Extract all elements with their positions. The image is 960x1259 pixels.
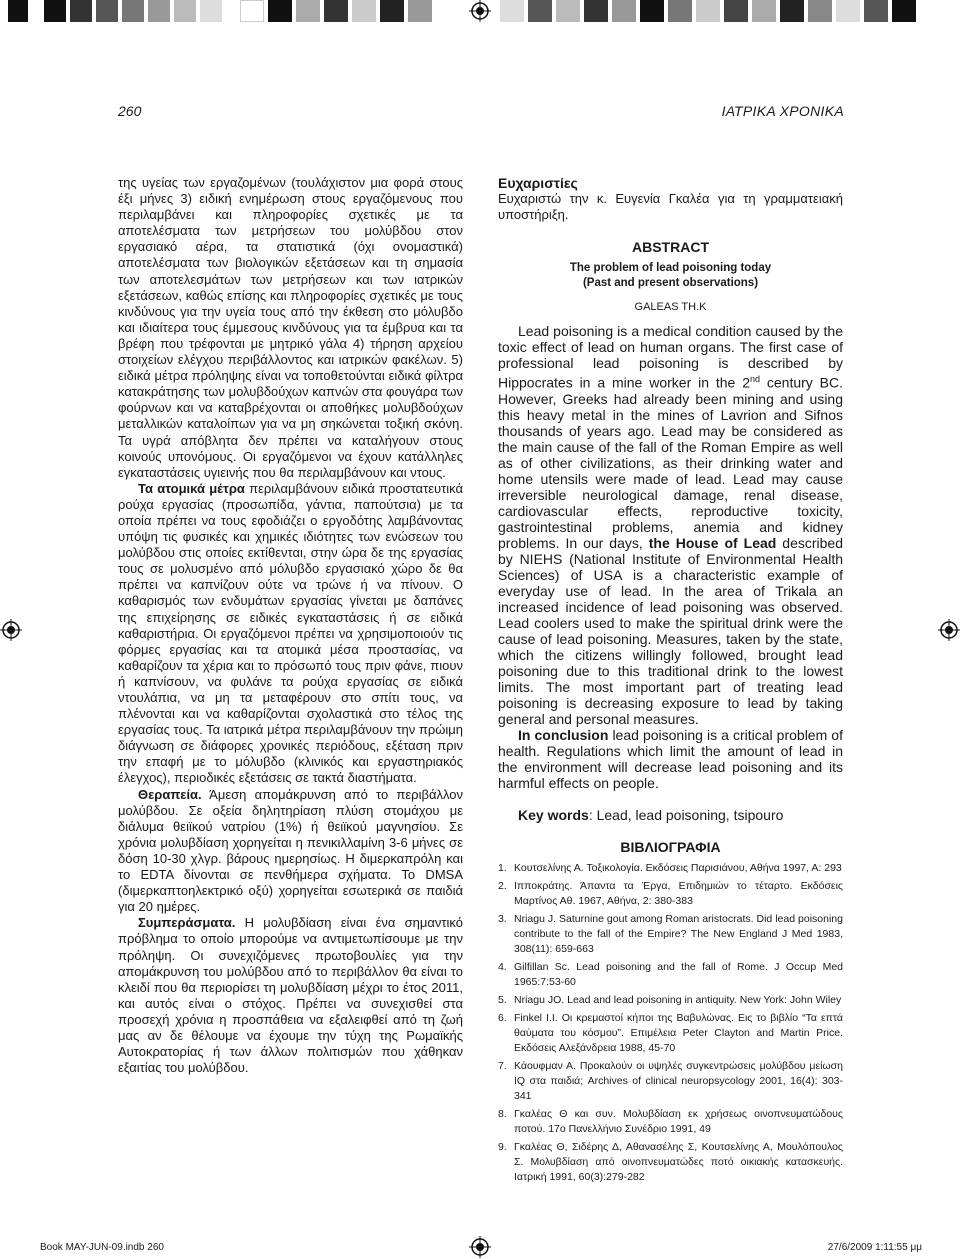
abstract-title: The problem of lead poisoning today (Past and present observations) [569,262,772,290]
registration-mark-right [938,619,960,641]
left-column [118,175,463,1076]
reference-item: 5. Nriagu JO. Lead and lead poisoning in antiquity. New York: John Wiley [498,994,842,1007]
page-number: 260 [118,103,142,119]
reference-item: 9. Γκαλέας Θ, Σιδέρης Δ, Αθανασέλης Σ, Κουτσελίνης Α, Μουλόπουλος Σ. Μολυβδίαση από οινοπνευματώδες ποτό οικιακής κατασκευής. Ιατρική 1991, 60(3):279-282 [498,1141,843,1184]
abstract-paragraph: Lead poisoning is a medical condition caused by the toxic effect of lead on human organs. The first case of professional lead poisoning is described by Hippocrates in a mine worker in the 2nd century BC. However, Greeks had already been mining and using this heavy metal in the mines of Lavrion and Sifnos thousands of years ago. Lead may be considered as the main cause of the fall of the Roman Empire as well as of other civilizations, as their drinking water and home utensils were made of lead. Lead may cause irreversible neurological damage, renal disease, cardiovascular effects, reproductive toxicity, gastrointestinal problems, anemia and kidney problems. In our days, the House of Lead described by NIEHS (National Institute of Environmental Health Sciences) of USA is a characteristic example of everyday use of lead. In the area of Trikala an increased incidence of lead poisoning was observed. Lead coolers used to make the spiritual drink were the cause of lead poisoning. Measures, taken by the state, which the citizens willingly followed, brought lead poisoning due to this traditional drink to the lowest limits. The most important part of treating lead poisoning is decreasing exposure to lead by taking general and personal measures. [498,323,844,728]
reference-list [498,861,843,1185]
subheading-personal-measures: Τα ατομικά μέτρα [138,480,245,496]
registration-mark-left [0,619,22,641]
abstract-paragraph: In conclusion lead poisoning is a critical problem of health. Regulations which limit the amount of lead in the environment will decrease lead poisoning and its harmful effects on people. [498,727,843,792]
right-column [498,175,843,1188]
reference-item: 2. Ιπποκράτης. Άπαντα τα Έργα, Επιδημιών το τέταρτο. Εκδόσεις Μαρτίνος Αθ. 1967, Αθήνα, 2: 380-383 [498,880,843,908]
acknowledgements-text: Ευχαριστώ την κ. Ευγενία Γκαλέα για τη γραμματειακή υποστήριξη. [498,191,843,223]
reference-item: 4. Gilfillan Sc. Lead poisoning and the fall of Rome. J Occup Med 1965:7:53-60 [498,961,843,989]
journal-title: ΙΑΤΡΙΚΑ ΧΡΟΝΙΚΑ [721,103,844,119]
print-timestamp: 27/6/2009 1:11:55 μμ [827,1242,922,1253]
reference-item: 1. Κουτσελίνης Α. Τοξικολογία. Εκδόσεις Παρισιάνου, Αθήνα 1997, Α: 293 [498,862,842,875]
reference-item: 6. Finkel I.I. Οι κρεμαστοί κήποι της Βαβυλώνας. Εις το βιβλίο “Τα επτά θαύματα του κόσμου”. Επιμέλεια Peter Clayton and Martin Price. Εκδόσεις Αλεξάνδρεια 1988, 45-70 [498,1012,843,1055]
key-words: Key words: Lead, lead poisoning, tsipouro [518,807,784,824]
body-paragraph: Θεραπεία. Άμεση απομάκρυνση από το περιβάλλον μολύβδου. Σε οξεία δηλητηρίαση πλύση στομάχου με διάλυμα θειϊκού νατρίου (1%) ή θειϊκού μαγνησίου. Σε χρόνια μολυβδίαση χορηγείται η πενικιλλαμίνη 3-6 μήνες σε δόση 10-30 χλγρ. βάρους ημερησίως. Η διμερκαπρόλη και το EDTA δίνονται σε πενθήμερα σχήματα. Το DMSA (διμερκαπτοηλεκτρικό οξύ) χορηγείται εσωτερικά σε παιδιά για 20 ημέρες. [118,786,463,915]
subheading-treatment: Θεραπεία. [138,786,202,802]
abstract-heading: ABSTRACT [632,239,709,256]
body-paragraph: Συμπεράσματα. Η μολυβδίαση είναι ένα σημαντικό πρόβλημα το οποίο μπορούμε να αντιμετωπίσουμε με την πρόληψη. Οι συνεχιζόμενες πρωτοβουλίες για την απομάκρυνση του μολύβδου από το περιβάλλον θα είναι το κλειδί που θα περιορίσει τη μολυβδίαση μέχρι το έτος 2011, και αυτός είναι ο στόχος. Πρέπει να συνεχισθεί στα προσεχή χρόνια η προσπάθεια να εξαλειφθεί από τη ζωή μας αν δε θέλουμε να έχουμε την τύχη της Ρωμαϊκής Αυτοκρατορίας ή των άλλων πολιτισμών που χάθηκαν εξαιτίας του μολύβδου. [118,915,463,1076]
abstract-body [498,323,843,791]
registration-mark-bottom [469,1236,491,1258]
print-file-slug: Book MAY-JUN-09.indb 260 [40,1242,164,1253]
acknowledgements-heading: Ευχαριστίες [498,175,578,191]
body-paragraph: Τα ατομικά μέτρα περιλαμβάνουν ειδικά προστατευτικά ρούχα εργασίας (προσωπίδα, γάντια, παπούτσια) με τα οποία πρέπει να τους εφοδιάζει ο εργοδότης λαμβάνοντας υπόψη τις φυσικές και χημικές ιδιότητες των ενώσεων του μολύβδου στις οποίες εκτίθενται, στην ώρα δε της εργασίας τους σε μολυσμένο από μόλυβδο εργασιακό χώρο δε θα πρέπει να καπνίζουν ούτε να τρώνε ή να πίνουν. Ο καθαρισμός των ενδυμάτων εργασίας γίνεται με δαπάνες της επιχείρησης σε ειδικές εγκαταστάσεις ή σε ειδικά καθαριστήρια. Οι εργαζόμενοι πρέπει να χρησιμοποιούν τις φόρμες εργασίας και τα ατομικά μέσα προστασίας, να καθαρίζουν τα χέρια και το πρόσωπό τους πριν φάνε, πιουν ή καπνίσουν, να φυλάνε τα ρούχα εργασίας σε ειδικά ντουλάπια, να μη τα μεταφέρουν στο σπίτι τους, να πλένονται και να καθαρίζονται σχολαστικά στο τέλος της εργασίας τους. Τα ιατρικά μέτρα περιλαμβάνουν την πρώιμη διάγνωση σε διάφορες χρονικές περιόδους, εξέταση πριν την επαφή με το μόλυβδο (κλινικός και εργαστηριακός έλεγχος), περιοδικές εξετάσεις σε τακτά διαστήματα. [118,480,463,786]
abstract-author: GALEAS TH.K [634,301,707,314]
subheading-conclusions: Συμπεράσματα. [138,915,236,931]
reference-item: 8. Γκαλέας Θ και συν. Μολυβδίαση εκ χρήσεως οινοπνευματώδους ποτού. 17ο Πανελλήνιο Συνέδριο 1991, 49 [498,1108,843,1136]
bibliography-heading: ΒΙΒΛΙΟΓΡΑΦΙΑ [620,839,721,856]
reference-item: 7. Κάουφμαν Α. Προκαλούν οι υψηλές συγκεντρώσεις μολύβδου μείωση IQ στα παιδιά; Archives of clinical neuropsycology 2001, 16(4): 303-341 [498,1060,843,1103]
registration-mark-top [469,0,491,22]
reference-item: 3. Nriagu J. Saturnine gout among Roman aristocrats. Did lead poisoning contribute to the fall of the Empire? The New England J Med 1983, 308(11): 659-663 [498,913,843,956]
house-of-lead-term: the House of Lead [648,535,777,552]
body-paragraph: της υγείας των εργαζομένων (τουλάχιστον μια φορά στους έξι μήνες 3) ειδική ενημέρωση στους εργαζόμενους που περιλαμβάνει και πληροφορίες σχετικές με τα αποτελέσματα των μετρήσεων του μολύβδου στον εργασιακό αέρα, τα στατιστικά (όχι ονομαστικά) αποτελέσματα των βιολογικών εξετάσεων και τη σημασία των αποτελεσμάτων των μετρήσεων και των ιατρικών εξετάσεων, καθώς επίσης και πληροφορίες σχετικές με τους κινδύνους για την υγεία τους από την έκθεση στο μόλυβδο και ιδιαίτερα τους έμμεσους κινδύνους για τα έμβρυα και τα βρέφη που τρέφονται με μητρικό γάλα 4) τήρηση αρχείου στοιχείων ελέγχου περιβάλλοντος και ιατρικών φακέλων. 5) ειδικά μέτρα πρόληψης είναι να τοποθετούνται ειδικά φίλτρα κατακράτησης των μολυβδούχων καπνών στα φουγάρα των φούρνων και να καταβρέχονται οι αποθήκες μολυβδούχων μεταλλικών καταλοίπων για να μη σηκώνεται τοξική σκόνη. Τα υγρά απόβλητα δεν πρέπει να καταλήγουν στους κοινούς υπονόμους. Οι εργαζόμενοι να έχουν κατάλληλες εγκαταστάσεις υγιεινής που θα περιλαμβάνουν και ντους. [118,175,463,480]
